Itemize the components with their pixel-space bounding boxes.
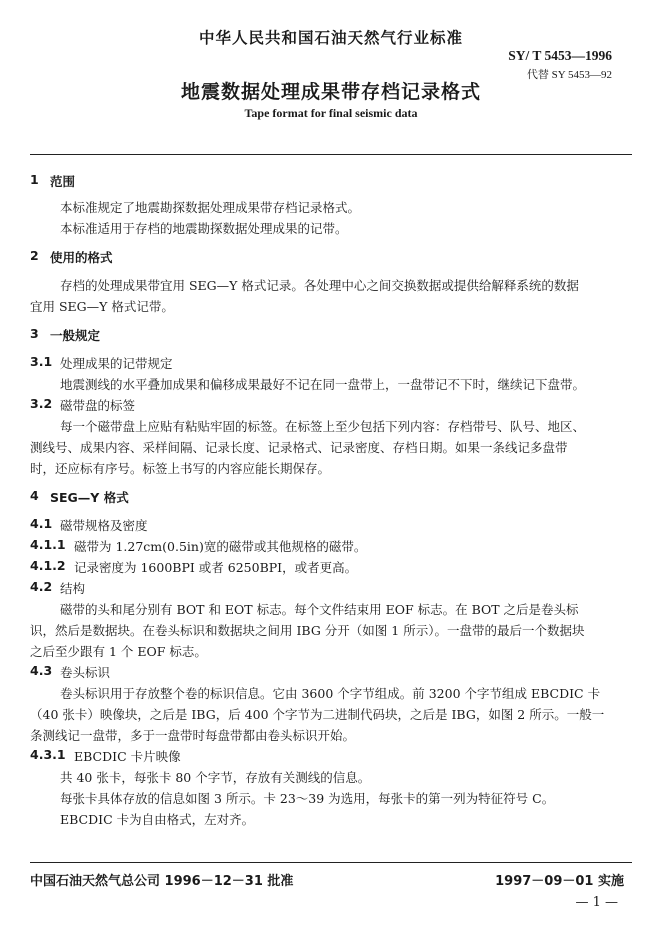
standard-code: SY/ T 5453—1996	[508, 48, 612, 63]
replaces-code: 代替 SY 5453—92	[526, 69, 612, 81]
section-4-3-1-number: 4.3.1	[30, 747, 66, 762]
section-4-3-title: 卷头标识	[60, 665, 111, 680]
bottom-divider	[30, 862, 632, 863]
section-4-1-1-number: 4.1.1	[30, 537, 66, 552]
section-3-number: 3	[30, 326, 39, 341]
section-1-title: 范围	[50, 174, 76, 189]
section-3-title: 一般规定	[50, 328, 101, 343]
section-4-2-line-1: 磁带的头和尾分别有 BOT 和 EOT 标志。每个文件结束用 EOF 标志。在 BOT 之后是卷头标	[60, 602, 579, 617]
section-3-1-number: 3.1	[30, 354, 53, 369]
standard-org-heading: 中华人民共和国石油天然气行业标准	[198, 29, 463, 47]
section-4-3-1-line-3: EBCDIC 卡为自由格式，左对齐。	[60, 812, 255, 827]
section-4-1-title: 磁带规格及密度	[60, 518, 148, 533]
section-1-para-2: 本标准适用于存档的地震勘探数据处理成果的记带。	[60, 221, 348, 236]
section-4-3-number: 4.3	[30, 663, 53, 678]
section-1-para-1: 本标准规定了地震勘探数据处理成果带存档记录格式。	[60, 200, 361, 215]
section-4-3-line-3: 条测线记一盘带，多于一盘带时每盘带都由卷头标识开始。	[30, 728, 356, 743]
section-4-2-number: 4.2	[30, 579, 53, 594]
section-3-1-line-1: 地震测线的水平叠加成果和偏移成果最好不记在同一盘带上，一盘带记不下时，继续记下盘带。	[60, 377, 586, 392]
top-divider	[30, 154, 632, 155]
section-3-2-number: 3.2	[30, 396, 53, 411]
section-4-number: 4	[30, 488, 39, 503]
section-4-title: SEG—Y 格式	[50, 490, 129, 505]
section-3-2-title: 磁带盘的标签	[60, 398, 136, 413]
section-4-3-1-line-1: 共 40 张卡，每张卡 80 个字节，存放有关测线的信息。	[60, 770, 371, 785]
section-4-2-title: 结构	[60, 581, 86, 596]
section-2-title: 使用的格式	[50, 250, 113, 265]
section-3-2-line-1: 每一个磁带盘上应贴有粘贴牢固的标签。在标签上至少包括下列内容：存档带号、队号、地区、	[60, 419, 586, 434]
section-4-2-line-3: 之后至少跟有 1 个 EOF 标志。	[30, 644, 207, 659]
document-title-english: Tape format for final seismic data	[244, 106, 418, 120]
section-1-number: 1	[30, 172, 39, 187]
section-4-3-1-title: EBCDIC 卡片映像	[74, 749, 181, 764]
document-title: 地震数据处理成果带存档记录格式	[180, 81, 481, 103]
section-2-line-2: 宜用 SEG—Y 格式记带。	[30, 299, 174, 314]
section-4-3-line-2: （40 张卡）映像块，之后是 IBG，后 400 个字节为二进制代码块，之后是 IBG，如图 2 所示。一般一	[30, 707, 605, 722]
section-2-number: 2	[30, 248, 39, 263]
section-4-1-2-number: 4.1.2	[30, 558, 66, 573]
section-4-3-line-1: 卷头标识用于存放整个卷的标识信息。它由 3600 个字节组成。前 3200 个字节组成 EBCDIC 卡	[60, 686, 601, 701]
section-2-line-1: 存档的处理成果带宜用 SEG—Y 格式记录。各处理中心之间交换数据或提供给解释系统的数据	[60, 278, 579, 293]
section-3-2-line-2: 测线号、成果内容、采样间隔、记录长度、记录格式、记录密度、存档日期。如果一条线记多盘带	[30, 440, 568, 455]
section-3-1-title: 处理成果的记带规定	[60, 356, 173, 371]
section-4-1-1-text: 磁带为 1.27cm(0.5in)宽的磁带或其他规格的磁带。	[74, 539, 367, 554]
section-4-1-number: 4.1	[30, 516, 53, 531]
section-4-2-line-2: 识，然后是数据块。在卷头标识和数据块之间用 IBG 分开（如图 1 所示）。一盘带的最后一个数据块	[30, 623, 585, 638]
section-3-2-line-3: 时，还应标有序号。标签上书写的内容应能长期保存。	[30, 461, 331, 476]
section-4-3-1-line-2: 每张卡具体存放的信息如图 3 所示。卡 23～39 为选用，每张卡的第一列为特征符号 C。	[60, 791, 555, 806]
approval-date: 中国石油天然气总公司 1996－12－31 批准	[30, 874, 294, 889]
section-4-1-2-text: 记录密度为 1600BPI 或者 6250BPI，或者更高。	[74, 560, 358, 575]
page-number: — 1 —	[575, 895, 618, 910]
effective-date: 1997－09－01 实施	[495, 874, 624, 889]
